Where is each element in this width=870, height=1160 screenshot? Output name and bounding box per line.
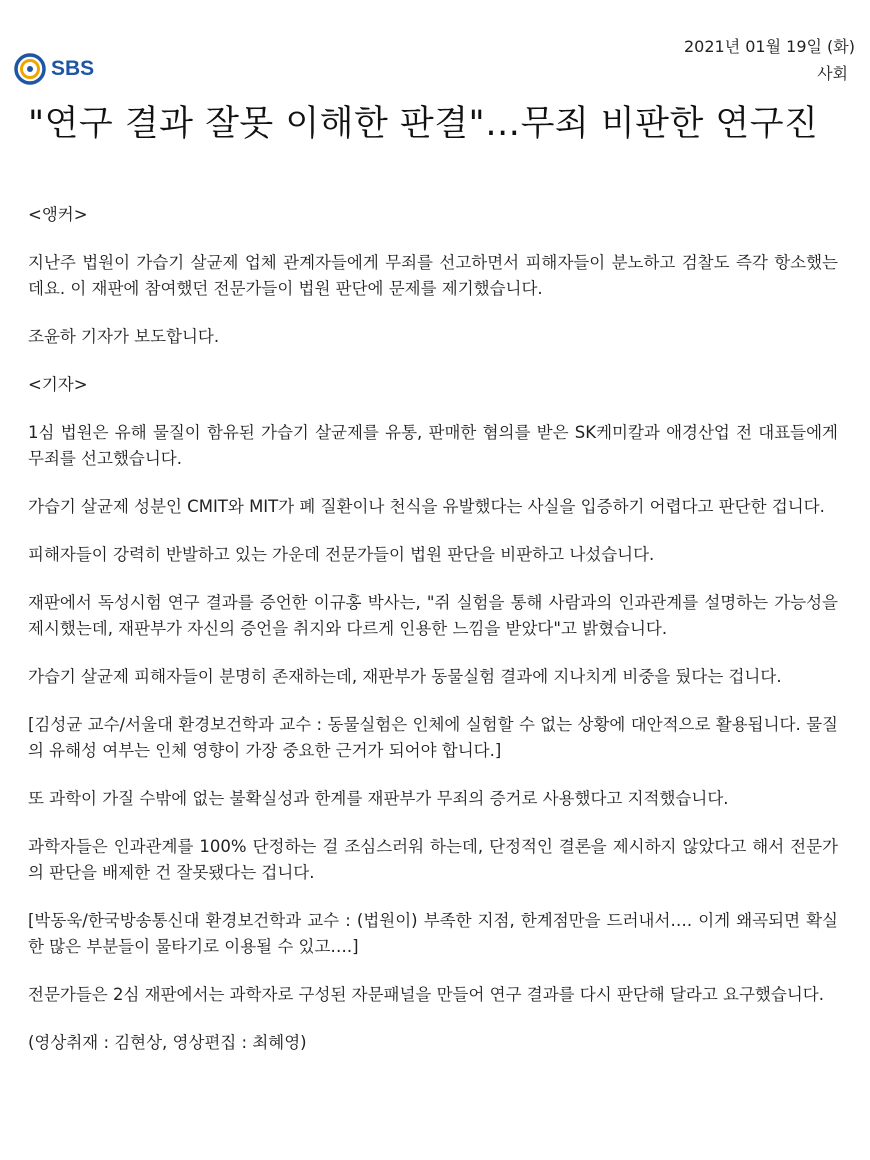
article-body	[28, 202, 838, 1078]
paragraph: 지난주 법원이 가습기 살균제 업체 관계자들에게 무죄를 선고하면서 피해자들이 분노하고 검찰도 즉각 항소했는데요. 이 재판에 참여했던 전문가들이 법원 판단에 문제를 제기했습니다.	[28, 253, 838, 298]
paragraph: 재판에서 독성시험 연구 결과를 증언한 이규홍 박사는, "쥐 실험을 통해 사람과의 인과관계를 설명하는 가능성을 제시했는데, 재판부가 자신의 증언을 취지와 다르게 인용한 느낌을 받았다"고 밝혔습니다.	[28, 593, 838, 638]
paragraph: 조윤하 기자가 보도합니다.	[28, 327, 220, 346]
paragraph-credits: (영상취재 : 김현상, 영상편집 : 최혜영)	[28, 1033, 307, 1052]
paragraph-reporter-label: <기자>	[28, 375, 88, 394]
paragraph-quote: [김성균 교수/서울대 환경보건학과 교수 : 동물실험은 인체에 실험할 수 없는 상황에 대안적으로 활용됩니다. 물질의 유해성 여부는 인체 영향이 가장 중요한 근거가 되어야 합니다.]	[28, 715, 838, 760]
paragraph: 과학자들은 인과관계를 100% 단정하는 걸 조심스러워 하는데, 단정적인 결론을 제시하지 않았다고 해서 전문가의 판단을 배제한 건 잘못됐다는 겁니다.	[28, 837, 838, 882]
sbs-ring-icon	[14, 53, 46, 85]
sbs-logo	[14, 52, 94, 86]
paragraph-anchor-label: <앵커>	[28, 205, 88, 224]
paragraph: 또 과학이 가질 수밖에 없는 불확실성과 한계를 재판부가 무죄의 증거로 사용했다고 지적했습니다.	[28, 789, 729, 808]
logo-text: SBS	[51, 57, 95, 80]
paragraph: 가습기 살균제 성분인 CMIT와 MIT가 폐 질환이나 천식을 유발했다는 사실을 입증하기 어렵다고 판단한 겁니다.	[28, 497, 825, 516]
paragraph: 1심 법원은 유해 물질이 함유된 가습기 살균제를 유통, 판매한 혐의를 받은 SK케미칼과 애경산업 전 대표들에게 무죄를 선고했습니다.	[28, 423, 838, 468]
paragraph: 가습기 살균제 피해자들이 분명히 존재하는데, 재판부가 동물실험 결과에 지나치게 비중을 뒀다는 겁니다.	[28, 667, 782, 686]
article-title: "연구 결과 잘못 이해한 판결"…무죄 비판한 연구진	[28, 104, 819, 144]
article-section: 사회	[817, 64, 848, 83]
paragraph: 전문가들은 2심 재판에서는 과학자로 구성된 자문패널을 만들어 연구 결과를 다시 판단해 달라고 요구했습니다.	[28, 985, 824, 1004]
paragraph-quote: [박동욱/한국방송통신대 환경보건학과 교수 : (법원이) 부족한 지점, 한계점만을 드러내서…. 이게 왜곡되면 확실한 많은 부분들이 물타기로 이용될 수 있고….]	[28, 911, 838, 956]
page-header	[0, 0, 870, 90]
paragraph: 피해자들이 강력히 반발하고 있는 가운데 전문가들이 법원 판단을 비판하고 나섰습니다.	[28, 545, 655, 564]
article-date: 2021년 01월 19일 (화)	[683, 37, 855, 56]
